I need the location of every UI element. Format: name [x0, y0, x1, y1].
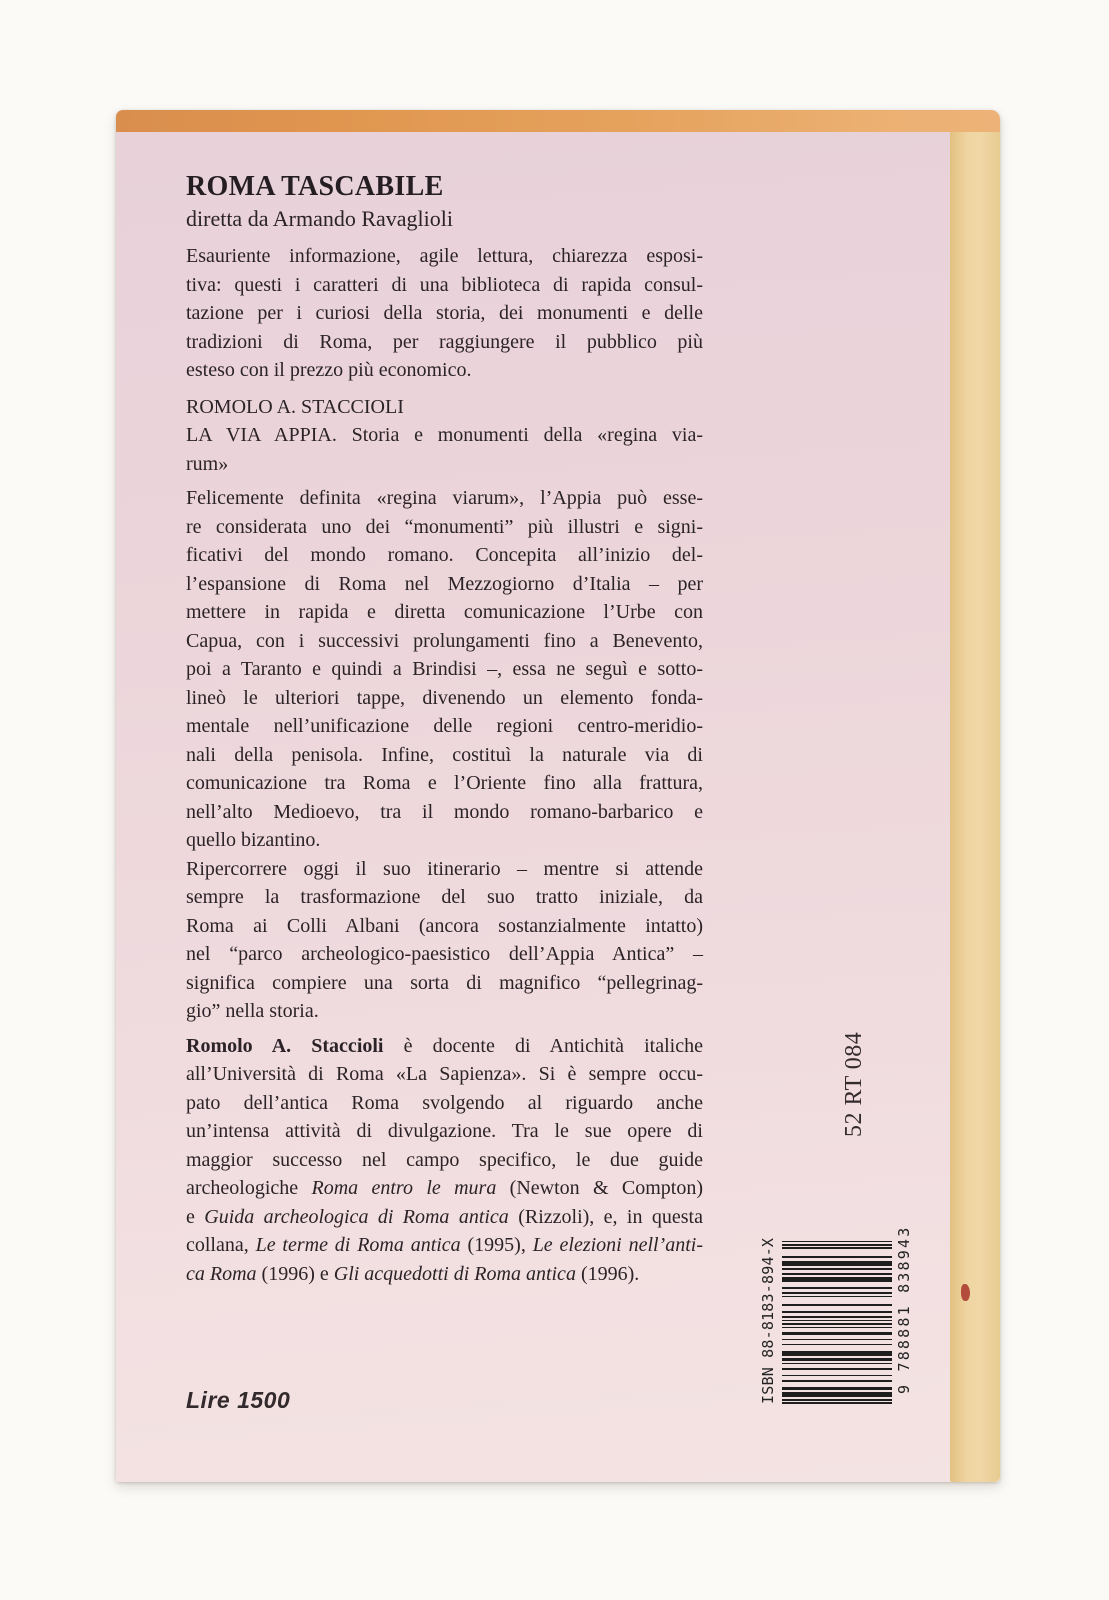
text-line: tiva: questi i caratteri di una biblioteca di rapida consul-: [186, 273, 703, 296]
barcode-bar: [782, 1387, 892, 1390]
barcode-gap: [782, 1321, 892, 1323]
text-line: archeologiche Roma entro le mura (Newton & Compton): [186, 1177, 703, 1199]
text-line: Ripercorrere oggi il suo itinerario – mentre si attende: [186, 857, 703, 880]
barcode-bar: [782, 1244, 892, 1246]
barcode-bar: [782, 1402, 892, 1404]
text-line: Capua, con i successivi prolungamenti fino a Benevento,: [186, 629, 703, 652]
text-line: Felicemente definita «regina viarum», l’Appia può esse-: [186, 487, 703, 509]
catalog-code: 52 RT 084: [841, 1031, 867, 1137]
barcode-bar: [782, 1256, 892, 1258]
barcode-gap: [782, 1306, 892, 1311]
barcode-digits: 9 788881 838943: [895, 1225, 913, 1394]
book-title-heading: [186, 393, 703, 479]
barcode-gap: [782, 1340, 892, 1343]
barcode-gap: [782, 1318, 892, 1320]
barcode-gap: [782, 1382, 892, 1387]
barcode-gap: [782, 1289, 892, 1292]
barcode-gap: [782, 1376, 892, 1379]
barcode-gap: [782, 1249, 892, 1256]
barcode-gap: [782, 1242, 892, 1244]
barcode-bar: [782, 1316, 892, 1318]
series-editor: diretta da Armando Ravaglioli: [186, 206, 453, 231]
barcode-bar: [782, 1368, 892, 1370]
text-line: mentale nell’unificazione delle regioni centro-meridio-: [186, 715, 703, 737]
barcode-bar: [782, 1304, 892, 1306]
barcode-bar: [782, 1380, 892, 1382]
text-line: comunicazione tra Roma e l’Oriente fino alla frattura,: [186, 772, 703, 794]
barcode-bar: [782, 1277, 892, 1282]
text-line: nel “parco archeologico-paesistico dell’Appia Antica” –: [186, 943, 703, 965]
barcode-bar: [782, 1375, 892, 1377]
barcode-gap: [782, 1401, 892, 1403]
barcode-gap: [782, 1325, 892, 1327]
price-label: Lire 1500: [186, 1387, 291, 1413]
book-fore-edge: [950, 132, 1000, 1482]
barcode-gap: [782, 1266, 892, 1268]
barcode-gap: [782, 1297, 892, 1304]
text-line: nali della penisola. Infine, costituì la naturale via di: [186, 743, 703, 766]
barcode-bar: [782, 1241, 892, 1243]
barcode-bar: [782, 1327, 892, 1329]
text-line: significa compiere una sorta di magnifico “pellegrinag-: [186, 971, 703, 994]
barcode-gap: [782, 1345, 892, 1350]
text-line: un’intensa attività di divulgazione. Tra le sue opere di: [186, 1120, 703, 1142]
barcode-bar: [782, 1363, 892, 1365]
barcode-bar: [782, 1399, 892, 1401]
barcode-bar: [782, 1311, 892, 1313]
barcode-block: [756, 1225, 918, 1404]
text-line: e Guida archeologica di Roma antica (Rizzoli), e, in questa: [186, 1205, 703, 1228]
barcode-gap: [782, 1356, 892, 1358]
text-line: ficativi del mondo romano. Concepita all’inizio del-: [186, 544, 703, 566]
text-line: all’Università di Roma «La Sapienza». Si è sempre occu-: [186, 1063, 703, 1085]
barcode-bar: [782, 1292, 892, 1294]
back-cover-surface: [116, 132, 950, 1482]
barcode-gap: [782, 1364, 892, 1367]
barcode-gap: [782, 1397, 892, 1399]
barcode-gap: [782, 1270, 892, 1273]
barcode-gap: [782, 1313, 892, 1316]
text-line: mettere in rapida e diretta comunicazione l’Urbe con: [186, 601, 703, 623]
series-intro-paragraph: [186, 242, 703, 385]
barcode-gap: [782, 1258, 892, 1261]
barcode-gap: [782, 1361, 892, 1363]
description-paragraph: [186, 484, 703, 1026]
red-mark: [961, 1284, 970, 1301]
barcode-bar: [782, 1332, 892, 1335]
text-line: Romolo A. Staccioli è docente di Antichità italiche: [186, 1034, 703, 1057]
barcode-gap: [782, 1275, 892, 1277]
book-body: [116, 132, 1000, 1482]
text-line: tradizioni di Roma, per raggiungere il pubblico più: [186, 330, 703, 353]
barcode-bars: [782, 1240, 892, 1404]
barcode-bar: [782, 1287, 892, 1289]
barcode-bar: [782, 1351, 892, 1356]
barcode-bar: [782, 1392, 892, 1397]
text-line: ca Roma (1996) e Gli acquedotti di Roma antica (1996).: [186, 1262, 640, 1285]
text-line: gio” nella storia.: [186, 1000, 319, 1022]
text-line: l’espansione di Roma nel Mezzogiorno d’Italia – per: [186, 572, 703, 595]
text-line: Esauriente informazione, agile lettura, chiarezza esposi-: [186, 245, 703, 267]
text-line: ROMOLO A. STACCIOLI: [186, 395, 404, 418]
text-line: sempre la trasformazione del suo tratto iniziale, da: [186, 886, 703, 908]
barcode-bar: [782, 1268, 892, 1270]
text-line: tazione per i curiosi della storia, dei monumenti e delle: [186, 302, 703, 324]
barcode-bar: [782, 1358, 892, 1361]
text-line: poi a Taranto e quindi a Brindisi –, essa ne seguì e sotto-: [186, 658, 703, 680]
text-column: [186, 170, 703, 1288]
barcode-gap: [782, 1370, 892, 1375]
text-line: Roma ai Colli Albani (ancora sostanzialmente intatto): [186, 914, 703, 937]
text-line: LA VIA APPIA. Storia e monumenti della «regina via-: [186, 424, 703, 446]
barcode-bar: [782, 1320, 892, 1322]
book-back-cover: [116, 110, 1000, 1482]
book-top-page-edge: [116, 110, 1000, 132]
barcode-bar: [782, 1273, 892, 1275]
text-line: collana, Le terme di Roma antica (1995), Le elezioni nell’anti-: [186, 1234, 703, 1256]
series-title: ROMA TASCABILE: [186, 171, 444, 202]
author-bio-paragraph: [186, 1032, 703, 1289]
text-line: esteso con il prezzo più economico.: [186, 359, 472, 381]
barcode-gap: [782, 1328, 892, 1331]
text-line: re considerata uno dei “monumenti” più illustri e signi-: [186, 515, 703, 538]
text-line: quello bizantino.: [186, 829, 321, 851]
barcode-bar: [782, 1247, 892, 1249]
text-line: pato dell’antica Roma svolgendo al riguardo anche: [186, 1091, 703, 1114]
barcode-gap: [782, 1335, 892, 1338]
text-line: rum»: [186, 452, 229, 475]
barcode-bar: [782, 1344, 892, 1346]
barcode-gap: [782, 1390, 892, 1392]
barcode-gap: [782, 1294, 892, 1296]
barcode-bar: [782, 1339, 892, 1341]
barcode-gap: [782, 1282, 892, 1287]
isbn-label: ISBN 88-8183-894-X: [759, 1237, 777, 1404]
barcode-bar: [782, 1296, 892, 1298]
barcode-gap: [782, 1246, 892, 1248]
text-line: lineò le ulteriori tappe, divenendo un elemento fonda-: [186, 686, 703, 709]
text-line: nell’alto Medioevo, tra il mondo romano-barbarico e: [186, 800, 703, 823]
barcode-bar: [782, 1323, 892, 1325]
barcode-bar: [782, 1261, 892, 1266]
text-line: maggior successo nel campo specifico, le due guide: [186, 1148, 703, 1171]
